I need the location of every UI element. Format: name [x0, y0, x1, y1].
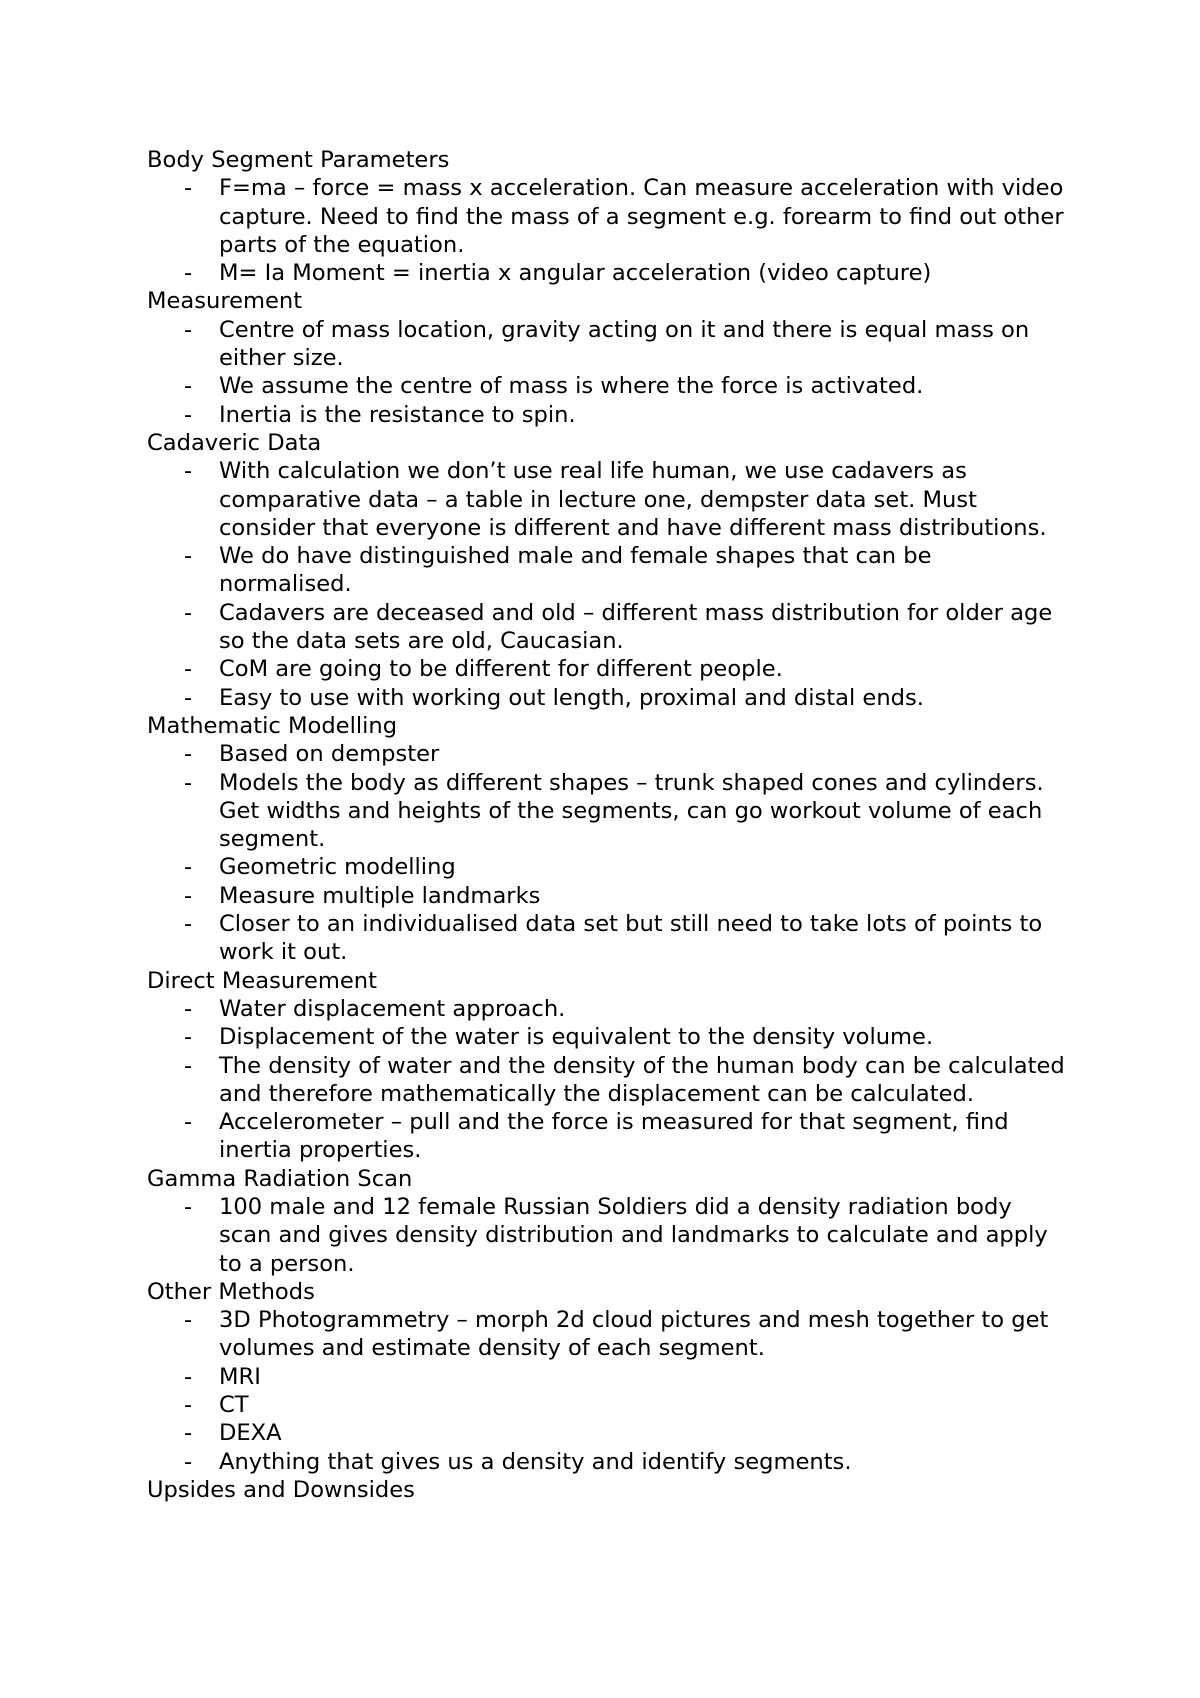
list-item — [147, 910, 1067, 967]
list-item-text: Anything that gives us a density and identify segments. — [219, 1448, 852, 1475]
list-item-text: With calculation we don’t use real life human, we use cadavers as comparative data – a table in lecture one, dempster data set. Must consider that everyone is different and have different mass distributions. — [219, 458, 1047, 541]
section-heading: Upsides and Downsides — [147, 1476, 415, 1503]
list-item — [147, 316, 1067, 373]
list-item-text: Centre of mass location, gravity acting on it and there is equal mass on either size. — [219, 316, 1030, 372]
bullet-marker: - — [184, 1448, 193, 1475]
list-item — [147, 1193, 1067, 1278]
section-measurement — [147, 287, 1067, 428]
bullet-marker: - — [184, 684, 193, 711]
bullet-marker: - — [184, 1109, 193, 1136]
list-item-text: Cadavers are deceased and old – different mass distribution for older age so the data sets are old, Caucasian. — [219, 599, 1053, 655]
bullet-list — [147, 1306, 1067, 1476]
bullet-marker: - — [184, 1052, 193, 1079]
section-mathematic-modelling — [147, 712, 1067, 967]
list-item-text: 3D Photogrammetry – morph 2d cloud pictures and mesh together to get volumes and estimate density of each segment. — [219, 1307, 1049, 1362]
bullet-marker: - — [184, 995, 193, 1022]
list-item-text: The density of water and the density of the human body can be calculated and therefore mathematically the displacement can be calculated. — [219, 1052, 1065, 1107]
section-cadaveric-data — [147, 429, 1067, 712]
list-item-text: We assume the centre of mass is where the force is activated. — [219, 373, 924, 400]
list-item — [147, 1306, 1067, 1363]
bullet-marker: - — [184, 741, 193, 768]
list-item — [147, 853, 1067, 881]
bullet-marker: - — [184, 599, 193, 626]
list-item — [147, 599, 1067, 656]
list-item-text: Models the body as different shapes – trunk shaped cones and cylinders. Get widths and heights of the segments, can go workout volume of each segment. — [219, 769, 1044, 853]
list-item-text: Water displacement approach. — [219, 995, 566, 1022]
list-item-text: F=ma – force = mass x acceleration. Can measure acceleration with video capture. Need to find the mass of a segment e.g. forearm to find out other parts of the equation. — [219, 175, 1064, 258]
section-heading: Body Segment Parameters — [147, 147, 450, 173]
bullet-marker: - — [184, 175, 193, 202]
list-item-text: Measure multiple landmarks — [219, 882, 541, 909]
bullet-list — [147, 174, 1067, 287]
section-upsides-and-downsides — [147, 1476, 1067, 1504]
section-heading: Measurement — [147, 288, 303, 315]
list-item — [147, 740, 1067, 768]
bullet-marker: - — [184, 1307, 193, 1334]
list-item-text: DEXA — [219, 1420, 282, 1447]
list-item — [147, 1108, 1067, 1165]
list-item-text: Easy to use with working out length, proximal and distal ends. — [219, 684, 924, 711]
list-item — [147, 174, 1067, 259]
bullet-marker: - — [184, 401, 193, 428]
bullet-marker: - — [184, 373, 193, 400]
list-item-text: Inertia is the resistance to spin. — [219, 401, 576, 428]
bullet-marker: - — [184, 1193, 193, 1220]
section-heading: Gamma Radiation Scan — [147, 1165, 413, 1192]
list-item-text: CoM are going to be different for different people. — [219, 656, 783, 683]
list-item-text: Accelerometer – pull and the force is measured for that segment, find inertia properties. — [219, 1109, 1009, 1164]
list-item — [147, 457, 1067, 542]
list-item — [147, 684, 1067, 712]
bullet-marker: - — [184, 911, 193, 938]
bullet-list — [147, 995, 1067, 1165]
bullet-marker: - — [184, 1024, 193, 1051]
list-item-text: Geometric modelling — [219, 854, 456, 881]
list-item — [147, 1419, 1067, 1447]
bullet-marker: - — [184, 316, 193, 343]
bullet-marker: - — [184, 1363, 193, 1390]
section-body-segment-parameters — [147, 146, 1067, 287]
bullet-marker: - — [184, 1392, 193, 1419]
bullet-list — [147, 316, 1067, 429]
list-item — [147, 655, 1067, 683]
list-item-text: CT — [219, 1392, 249, 1419]
section-heading: Direct Measurement — [147, 967, 377, 994]
bullet-marker: - — [184, 769, 193, 796]
bullet-marker: - — [184, 1420, 193, 1447]
bullet-marker: - — [184, 543, 193, 570]
section-heading: Other Methods — [147, 1278, 315, 1305]
list-item — [147, 259, 1067, 287]
section-direct-measurement — [147, 967, 1067, 1165]
list-item-text: MRI — [219, 1363, 261, 1390]
list-item — [147, 769, 1067, 854]
list-item — [147, 1363, 1067, 1391]
bullet-marker: - — [184, 458, 193, 485]
section-gamma-radiation-scan — [147, 1165, 1067, 1278]
bullet-marker: - — [184, 882, 193, 909]
list-item — [147, 1448, 1067, 1476]
list-item — [147, 401, 1067, 429]
list-item — [147, 372, 1067, 400]
list-item-text: Based on dempster — [219, 741, 440, 768]
list-item-text: Displacement of the water is equivalent to the density volume. — [219, 1024, 934, 1051]
bullet-list — [147, 740, 1067, 966]
list-item-text: M= Ia Moment = inertia x angular acceleration (video capture) — [219, 260, 932, 287]
list-item-text: We do have distinguished male and female shapes that can be normalised. — [219, 543, 932, 598]
section-other-methods — [147, 1278, 1067, 1476]
list-item-text: Closer to an individualised data set but still need to take lots of points to work it out. — [219, 911, 1043, 966]
bullet-list — [147, 457, 1067, 712]
list-item — [147, 1391, 1067, 1419]
list-item — [147, 882, 1067, 910]
bullet-marker: - — [184, 854, 193, 881]
list-item — [147, 1023, 1067, 1051]
list-item — [147, 542, 1067, 599]
list-item — [147, 1052, 1067, 1109]
section-heading: Cadaveric Data — [147, 429, 322, 456]
bullet-marker: - — [184, 260, 193, 287]
list-item — [147, 995, 1067, 1023]
list-item-text: 100 male and 12 female Russian Soldiers did a density radiation body scan and gives density distribution and landmarks to calculate and apply to a person. — [219, 1193, 1048, 1277]
bullet-list — [147, 1193, 1067, 1278]
bullet-marker: - — [184, 656, 193, 683]
section-heading: Mathematic Modelling — [147, 712, 398, 739]
document-page — [147, 146, 1067, 1504]
